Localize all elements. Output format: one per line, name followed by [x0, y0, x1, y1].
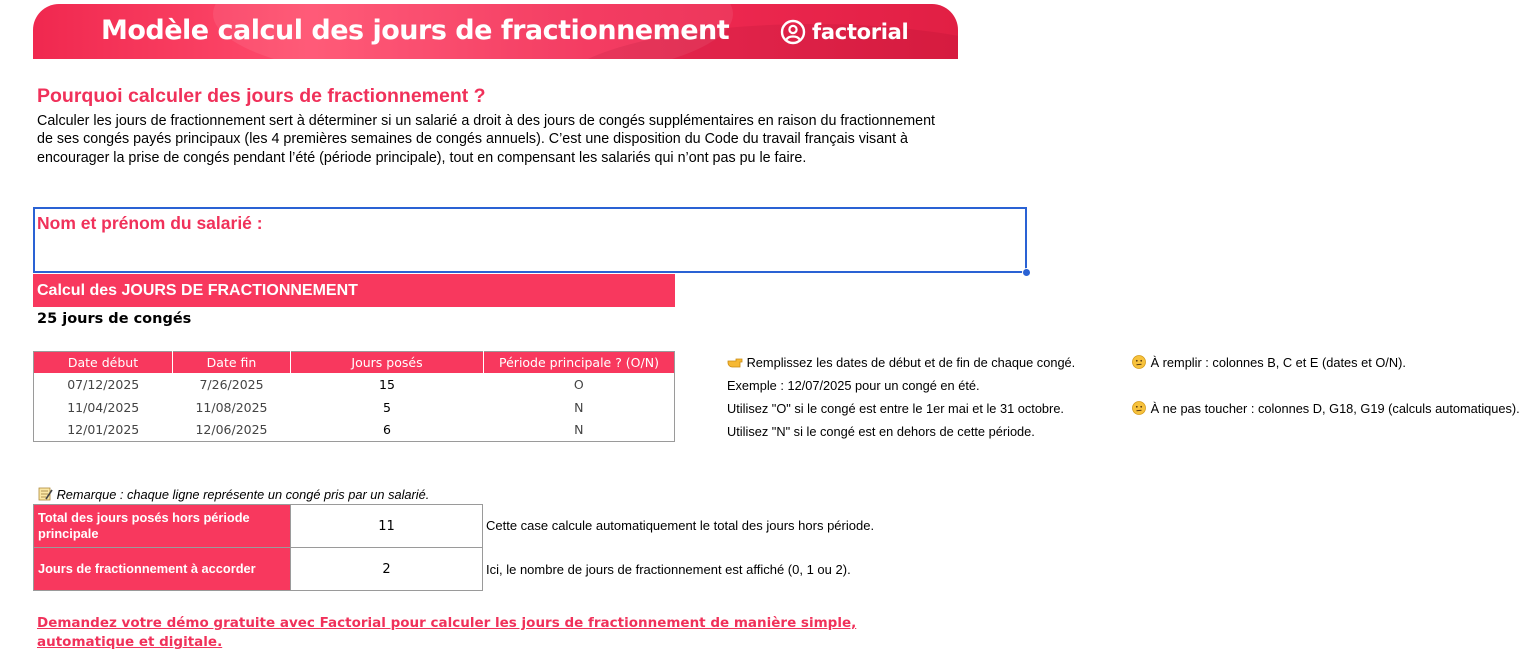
end-date-cell[interactable]: 12/06/2025 — [195, 422, 268, 438]
start-date-cell[interactable]: 07/12/2025 — [67, 376, 140, 392]
brand-name: factorial — [812, 20, 909, 44]
intro-paragraph: Calculer les jours de fractionnement sert à déterminer si un salarié a droit à des jours de congés supplémentaires en raison du fractionnement de ses congés payés principaux (les 4 premières semaines de congés annuels). C’est une disposition du Code du travail français visant à encourager la prise de congés pendant l’été (période principale), tout en compensant les salariés qui n’ont pas pu le faire. — [37, 113, 936, 166]
thinking-face-icon — [1131, 355, 1147, 369]
totals-table — [33, 504, 483, 591]
column-header[interactable]: Jours posés — [291, 352, 484, 373]
leave-table — [33, 351, 675, 442]
main-period-cell[interactable]: N — [574, 399, 584, 415]
table-row — [34, 373, 675, 396]
calc-section-header: Calcul des JOURS DE FRACTIONNEMENT — [33, 274, 675, 307]
instruction-line: Utilisez "O" si le congé est entre le 1er mai et le 31 octobre. — [727, 401, 1064, 416]
employee-name-label: Nom et prénom du salarié : — [37, 213, 263, 233]
end-date-cell[interactable]: 7/26/2025 — [199, 376, 264, 392]
instruction-text: Remplissez les dates de début et de fin de chaque congé. — [746, 355, 1076, 370]
total-days-description: Cette case calcule automatiquement le total des jours hors période. — [486, 518, 875, 533]
instruction-line: Exemple : 12/07/2025 pour un congé en été. — [727, 378, 980, 393]
memo-icon — [37, 487, 53, 501]
column-header[interactable]: Date début — [34, 352, 173, 373]
days-cell[interactable]: 6 — [383, 422, 391, 438]
main-period-cell[interactable]: N — [574, 422, 584, 438]
tip-line — [1131, 355, 1406, 370]
thinking-face-icon — [1131, 401, 1147, 415]
total-days-label: Total des jours posés hors période principale — [34, 505, 291, 548]
main-period-cell[interactable]: O — [573, 376, 584, 392]
factorial-logo — [780, 18, 908, 46]
header-banner — [33, 4, 958, 59]
table-row — [34, 419, 675, 442]
calc-subtitle: 25 jours de congés — [37, 311, 192, 327]
column-header[interactable]: Période principale ? (O/N) — [484, 352, 675, 373]
end-date-cell[interactable]: 11/08/2025 — [195, 399, 268, 415]
column-header[interactable]: Date fin — [173, 352, 291, 373]
table-row — [34, 396, 675, 419]
tip-text: À ne pas toucher : colonnes D, G18, G19 (calculs automatiques). — [1150, 401, 1520, 416]
instruction-line: Utilisez "N" si le congé est en dehors de cette période. — [727, 424, 1035, 439]
start-date-cell[interactable]: 12/01/2025 — [67, 422, 140, 438]
instruction-line — [727, 355, 1075, 370]
table-row — [34, 548, 483, 591]
fractionnement-days-description: Ici, le nombre de jours de fractionnement est affiché (0, 1 ou 2). — [486, 562, 851, 577]
user-circle-icon — [780, 19, 806, 45]
tip-text: À remplir : colonnes B, C et E (dates et O/N). — [1150, 355, 1406, 370]
demo-cta-link[interactable]: Demandez votre démo gratuite avec Factorial pour calculer les jours de fractionnement de manière simple, automatique et digitale. — [37, 615, 857, 650]
fractionnement-days-value[interactable]: 2 — [291, 548, 483, 591]
table-header-row — [34, 352, 675, 373]
fractionnement-days-label: Jours de fractionnement à accorder — [34, 548, 291, 591]
table-row — [34, 505, 483, 548]
start-date-cell[interactable]: 11/04/2025 — [67, 399, 140, 415]
tip-line — [1131, 401, 1520, 416]
remark-note — [37, 487, 429, 502]
remark-text: Remarque : chaque ligne représente un congé pris par un salarié. — [56, 487, 430, 502]
days-cell[interactable]: 15 — [379, 376, 395, 392]
total-days-value[interactable]: 11 — [291, 505, 483, 548]
employee-name-cell[interactable] — [33, 207, 1027, 273]
pointing-hand-icon — [727, 355, 743, 369]
selection-fill-handle[interactable] — [1022, 268, 1031, 277]
page-title: Modèle calcul des jours de fractionnement — [101, 15, 730, 46]
days-cell[interactable]: 5 — [383, 399, 391, 415]
intro-heading: Pourquoi calculer des jours de fractionnement ? — [37, 85, 486, 107]
